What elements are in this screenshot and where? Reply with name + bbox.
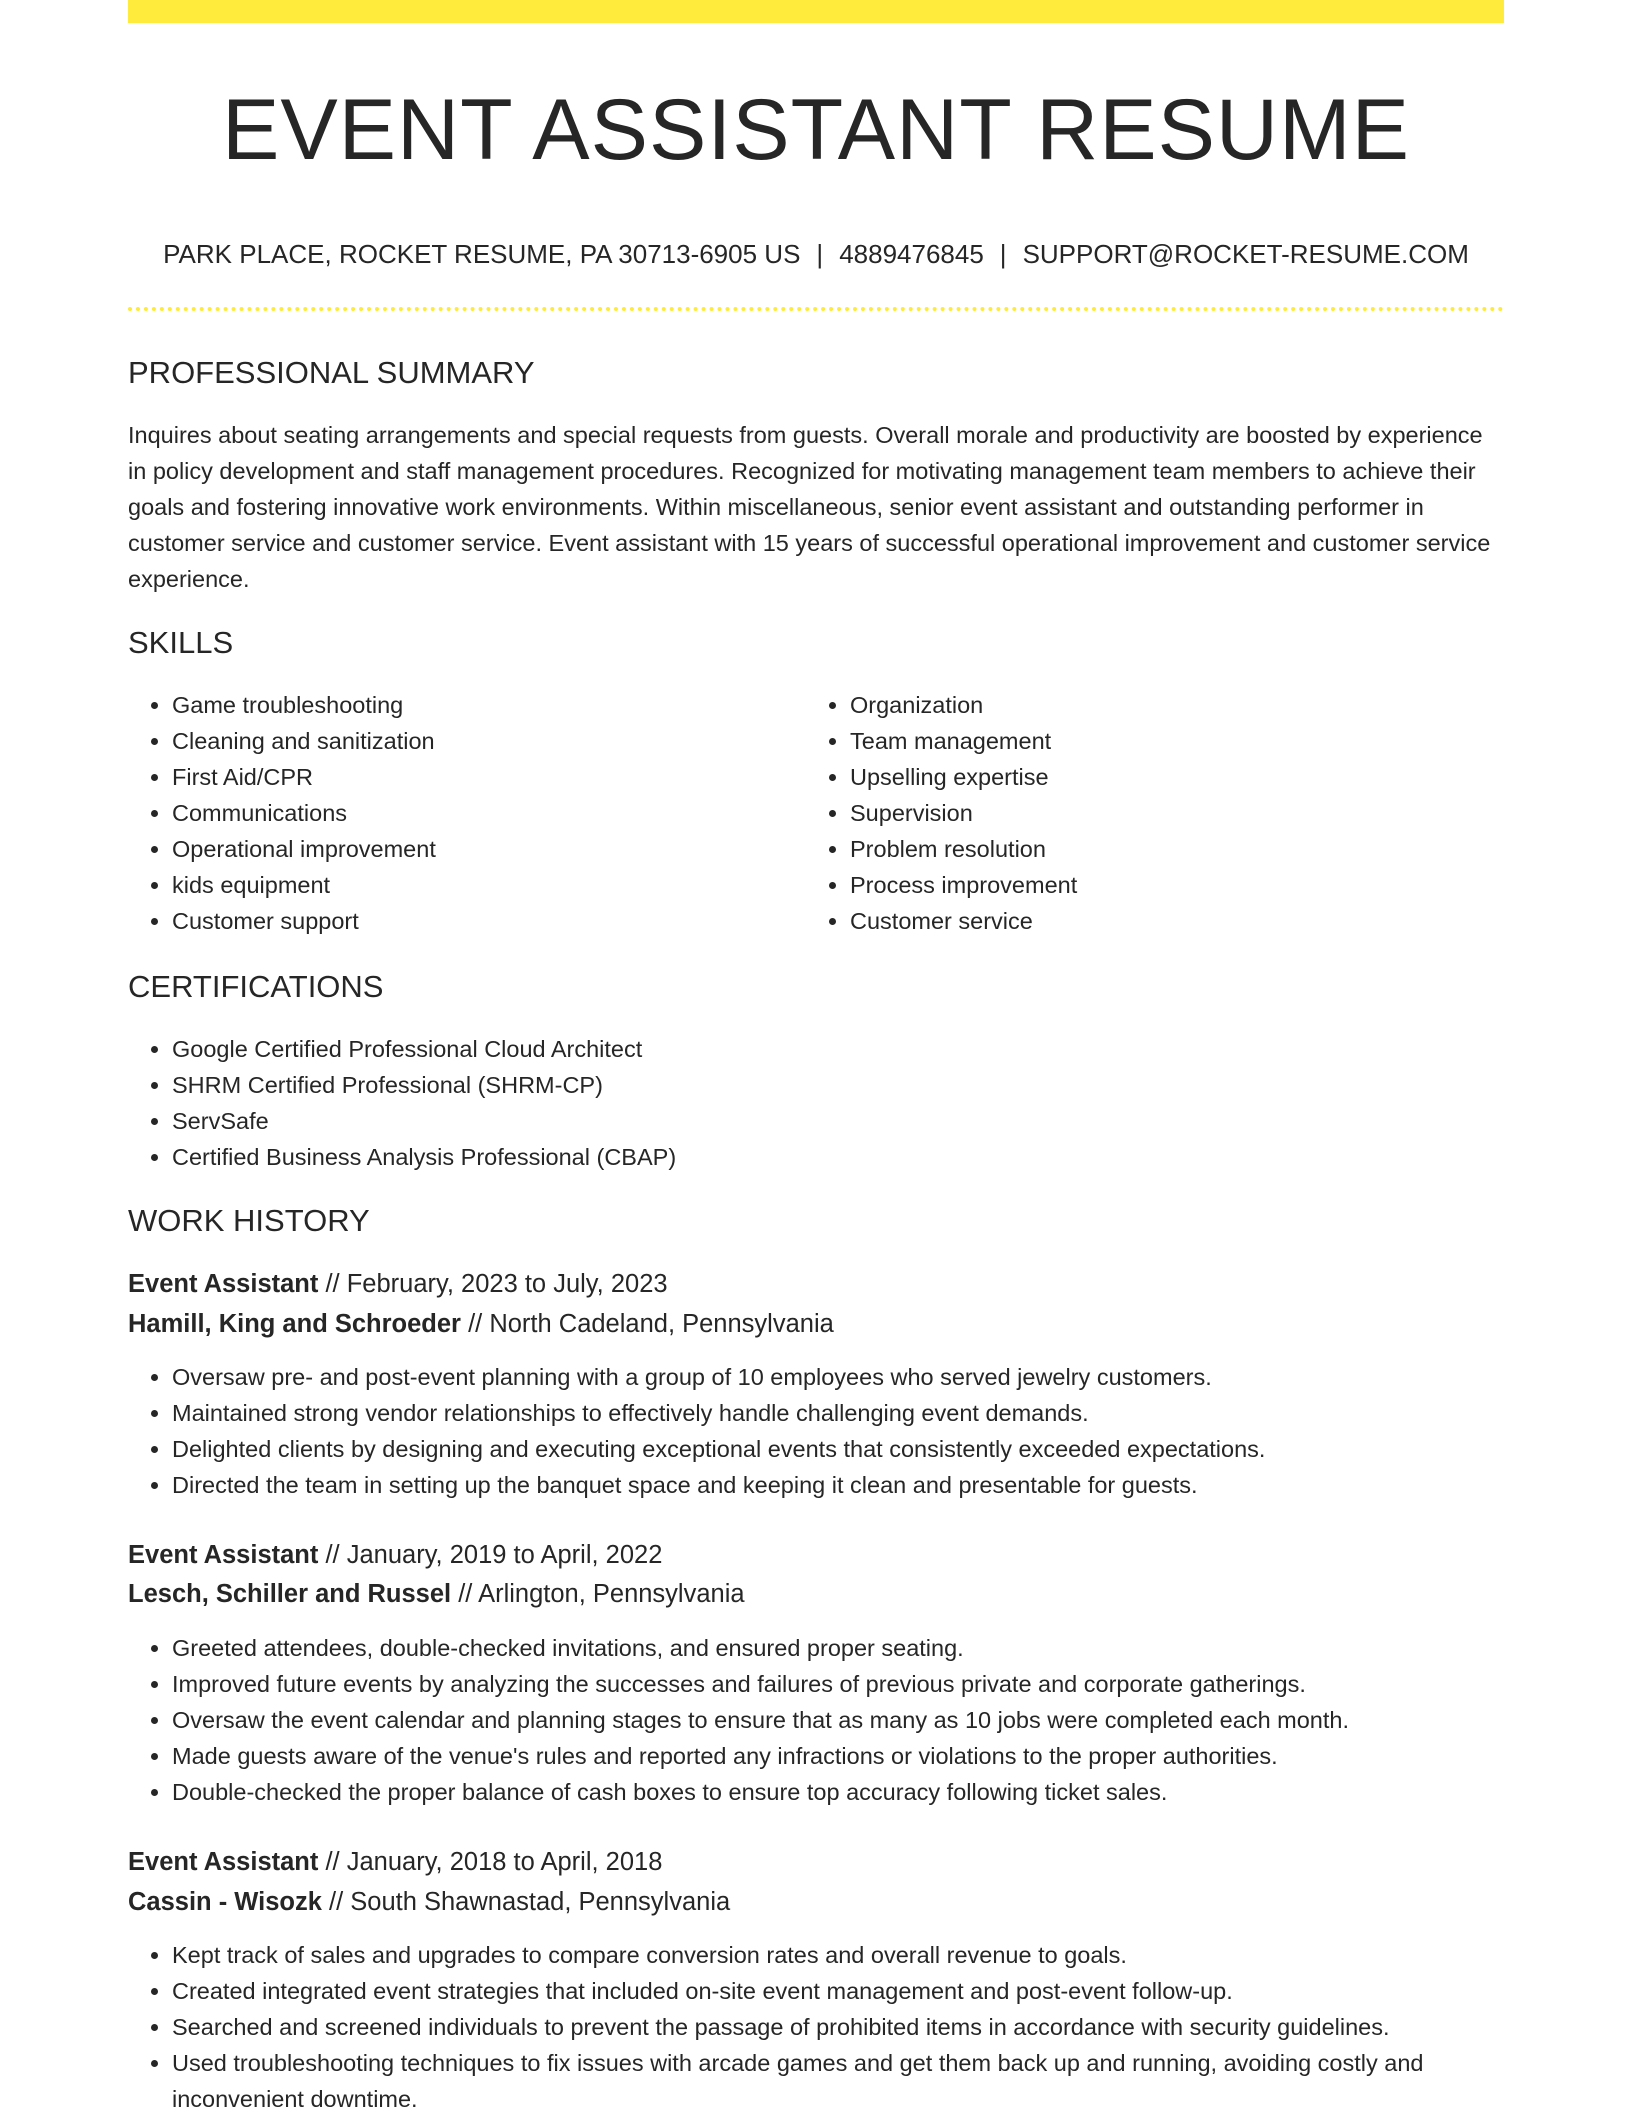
contact-address: PARK PLACE, ROCKET RESUME, PA 30713-6905 US bbox=[163, 239, 801, 269]
job-location: // South Shawnastad, Pennsylvania bbox=[329, 1888, 731, 1916]
header-divider bbox=[128, 307, 1504, 311]
job-title-line bbox=[128, 1844, 662, 1880]
job-location: // Arlington, Pennsylvania bbox=[458, 1580, 745, 1608]
job-company: Hamill, King and Schroeder bbox=[128, 1310, 461, 1338]
contact-separator: | bbox=[816, 239, 824, 269]
job-bullet: • Used troubleshooting techniques to fix issues with arcade games and get them back up and running, avoiding costly and inconvenient downtime. bbox=[172, 2045, 1502, 2117]
skill-item: • First Aid/CPR bbox=[172, 759, 792, 795]
job-bullet: • Maintained strong vendor relationships to effectively handle challenging event demands. bbox=[172, 1395, 1502, 1431]
resume-title: EVENT ASSISTANT RESUME bbox=[221, 82, 1411, 178]
job-title: Event Assistant bbox=[128, 1270, 319, 1298]
job-dates: // January, 2018 to April, 2018 bbox=[325, 1848, 663, 1876]
job-bullet: • Searched and screened individuals to prevent the passage of prohibited items in accordance with security guidelines. bbox=[172, 2009, 1502, 2045]
job-bullet: • Oversaw the event calendar and planning stages to ensure that as many as 10 jobs were completed each month. bbox=[172, 1702, 1502, 1738]
job-location: // North Cadeland, Pennsylvania bbox=[468, 1310, 834, 1338]
job-company-line bbox=[128, 1576, 745, 1612]
skill-item: • Supervision bbox=[850, 795, 1470, 831]
job-title-line bbox=[128, 1266, 668, 1302]
skill-item: • kids equipment bbox=[172, 867, 792, 903]
job-company: Lesch, Schiller and Russel bbox=[128, 1580, 452, 1608]
job-bullets bbox=[128, 1630, 1502, 1810]
job-dates: // February, 2023 to July, 2023 bbox=[325, 1270, 668, 1298]
summary-text: Inquires about seating arrangements and special requests from guests. Overall morale and productivity are boosted by experience in policy development and staff management procedures. Recognized for motivating management team members to achieve their goals and fostering innovative work environments. Within miscellaneous, senior event assistant and outstanding performer in customer service and customer service. Event assistant with 15 years of successful operational improvement and customer service experience. bbox=[128, 422, 1491, 592]
certifications-list bbox=[128, 1031, 1502, 1175]
job-bullet: • Made guests aware of the venue's rules and reported any infractions or violations to the proper authorities. bbox=[172, 1738, 1502, 1774]
certification-item: • Certified Business Analysis Professional (CBAP) bbox=[172, 1139, 1502, 1175]
job-bullets bbox=[128, 1359, 1502, 1503]
skills-list-left bbox=[128, 687, 792, 939]
skill-item: • Customer service bbox=[850, 903, 1470, 939]
contact-separator: | bbox=[999, 239, 1007, 269]
skill-item: • Game troubleshooting bbox=[172, 687, 792, 723]
certification-item: • ServSafe bbox=[172, 1103, 1502, 1139]
job-company: Cassin - Wisozk bbox=[128, 1888, 322, 1916]
job-company-line bbox=[128, 1884, 730, 1920]
skills-heading: SKILLS bbox=[128, 625, 234, 660]
summary-heading: PROFESSIONAL SUMMARY bbox=[128, 355, 535, 390]
skill-item: • Team management bbox=[850, 723, 1470, 759]
skill-item: • Operational improvement bbox=[172, 831, 792, 867]
job-bullet: • Created integrated event strategies that included on-site event management and post-event follow-up. bbox=[172, 1973, 1502, 2009]
skill-item: • Customer support bbox=[172, 903, 792, 939]
job-company-line bbox=[128, 1306, 834, 1342]
skill-item: • Communications bbox=[172, 795, 792, 831]
certifications-heading: CERTIFICATIONS bbox=[128, 969, 384, 1004]
job-bullets bbox=[128, 1937, 1502, 2117]
job-bullet: • Double-checked the proper balance of cash boxes to ensure top accuracy following ticket sales. bbox=[172, 1774, 1502, 1810]
job-bullet: • Delighted clients by designing and executing exceptional events that consistently exceeded expectations. bbox=[172, 1431, 1502, 1467]
skill-item: • Upselling expertise bbox=[850, 759, 1470, 795]
job-title: Event Assistant bbox=[128, 1848, 319, 1876]
certification-item: • Google Certified Professional Cloud Architect bbox=[172, 1031, 1502, 1067]
job-bullet: • Kept track of sales and upgrades to compare conversion rates and overall revenue to goals. bbox=[172, 1937, 1502, 1973]
accent-top-bar bbox=[128, 0, 1504, 23]
job-bullet: • Oversaw pre- and post-event planning with a group of 10 employees who served jewelry customers. bbox=[172, 1359, 1502, 1395]
job-bullet: • Improved future events by analyzing the successes and failures of previous private and corporate gatherings. bbox=[172, 1666, 1502, 1702]
job-dates: // January, 2019 to April, 2022 bbox=[325, 1541, 663, 1569]
contact-phone: 4889476845 bbox=[839, 239, 984, 269]
skill-item: • Cleaning and sanitization bbox=[172, 723, 792, 759]
contact-email: SUPPORT@ROCKET-RESUME.COM bbox=[1022, 239, 1469, 269]
skill-item: • Organization bbox=[850, 687, 1470, 723]
skills-list-right bbox=[806, 687, 1470, 939]
job-bullet: • Directed the team in setting up the banquet space and keeping it clean and presentable for guests. bbox=[172, 1467, 1502, 1503]
work-history-heading: WORK HISTORY bbox=[128, 1203, 370, 1238]
job-title-line bbox=[128, 1537, 662, 1573]
certification-item: • SHRM Certified Professional (SHRM-CP) bbox=[172, 1067, 1502, 1103]
job-title: Event Assistant bbox=[128, 1541, 319, 1569]
skill-item: • Process improvement bbox=[850, 867, 1470, 903]
contact-line bbox=[128, 236, 1504, 272]
job-bullet: • Greeted attendees, double-checked invitations, and ensured proper seating. bbox=[172, 1630, 1502, 1666]
skill-item: • Problem resolution bbox=[850, 831, 1470, 867]
